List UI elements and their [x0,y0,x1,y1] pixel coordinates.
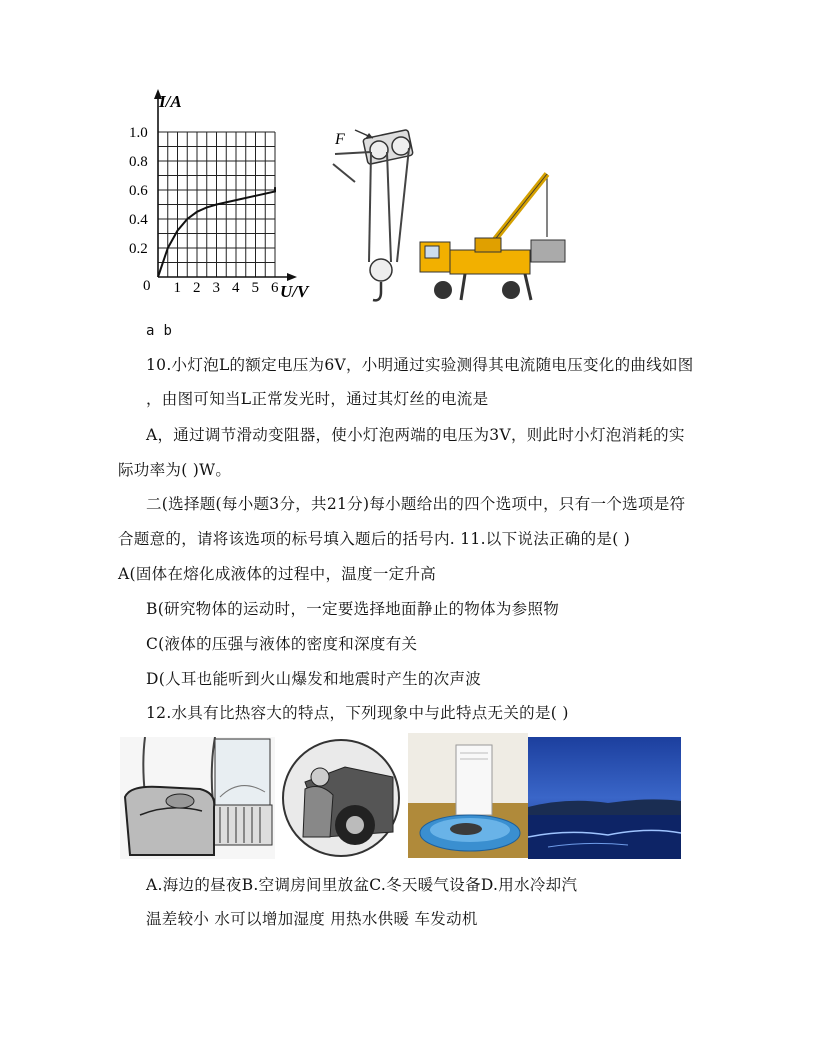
y-tick-label: 0.6 [129,183,148,199]
section2-line1: 二(选择题(每小题3分，共21分)每小题给出的四个选项中，只有一个选项是符 [146,495,686,513]
origin-label: 0 [143,278,151,294]
q11-option-b: B(研究物体的运动时，一定要选择地面静止的物体为参照物 [146,600,560,618]
q12-stem: 12.水具有比热容大的特点，下列现象中与此特点无关的是( ) [146,704,569,722]
q12-options-line2: 温差较小 水可以增加湿度 用热水供暖 车发动机 [146,910,478,928]
chart-tick-labels [129,125,279,296]
q10-line2: ，由图可知当L正常发光时，通过其灯丝的电流是 [146,390,489,408]
x-axis-arrow [287,273,297,281]
iu-chart [125,85,325,305]
y-tick-label: 0.2 [129,241,148,257]
pulley-block-icon [333,130,413,301]
ac-room-basin-image [408,733,528,858]
q11-option-c: C(液体的压强与液体的密度和深度有关 [146,635,418,653]
y-tick-label: 0.4 [129,212,148,228]
x-tick-label: 1 [173,280,181,296]
coast-seaside-image [528,737,681,859]
q10-line3: A，通过调节滑动变阻器，使小灯泡两端的电压为3V，则此时小灯泡消耗的实 [146,426,685,444]
y-tick-label: 1.0 [129,125,148,141]
x-tick-label: 6 [271,280,279,296]
x-tick-label: 4 [232,280,240,296]
x-axis-label: U/V [280,282,309,301]
x-tick-label: 3 [212,280,220,296]
section2-line2: 合题意的，请将该选项的标号填入题后的括号内. 11.以下说法正确的是( ) [118,530,631,548]
y-axis-label: I/A [159,92,182,111]
force-label: F [335,131,345,148]
pulley-crane-figure [325,112,575,307]
q10-line1: 10.小灯泡L的额定电压为6V，小明通过实验测得其电流随电压变化的曲线如图 [146,356,694,374]
figure-caption: a b [146,323,173,339]
q12-options-line1: A.海边的昼夜B.空调房间里放盆C.冬天暖气设备D.用水冷却汽 [146,876,578,894]
x-tick-label: 5 [251,280,259,296]
q11-option-d: D(人耳也能听到火山爆发和地震时产生的次声波 [146,670,482,688]
y-tick-label: 0.8 [129,154,148,170]
radiator-room-image [120,737,275,859]
mechanic-car-image [275,737,408,859]
x-tick-label: 2 [193,280,201,296]
crane-truck-icon [420,174,565,300]
q10-line4: 际功率为( )W。 [118,461,232,479]
chart-axes [154,89,297,281]
q11-option-a: A(固体在熔化成液体的过程中，温度一定升高 [118,565,437,583]
